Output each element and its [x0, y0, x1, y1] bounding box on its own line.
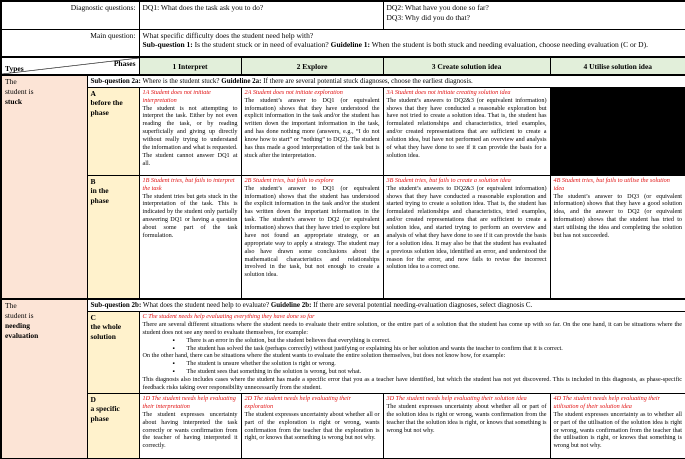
main-question-text: What specific difficulty does the student need help with?: [142, 30, 314, 40]
phase-header-interpret: 1 Interpret: [139, 57, 241, 75]
dq1-cell: [139, 1, 383, 29]
diagnostic-questions-row: [1, 1, 685, 29]
bullet-icon: ▪: [172, 368, 175, 376]
phase-header-explore: 2 Explore: [241, 57, 383, 75]
cell-1d: [139, 394, 241, 459]
sub-question-2b-text: What does the student need help to evaluate?: [141, 301, 271, 310]
sub-question-2b-cell: [87, 299, 685, 311]
row-a-before-the-phase: [1, 87, 685, 175]
cell-4b-body: The student’s answer to DQ3 (or equivalent information) shows that they have a good solution idea, and the answer to DQ2 (or equivalent information) shows that the student has tried to start utilising the idea and completing the solution but has not succeeded.: [553, 192, 683, 239]
main-question-cell: [139, 29, 685, 57]
row-label-d: [87, 394, 139, 459]
cell-4a-blacked-out: [550, 87, 685, 175]
cell-2b-title: 2B Student tries, but fails to explore: [244, 176, 334, 184]
row-a-letter: A: [90, 88, 96, 98]
phases-types-corner-cell: [1, 57, 139, 75]
cell-2d: [241, 394, 383, 459]
cell-3a-body: The student’s answers to DQ2&3 (or equivalent information) shows that they have conducted a reasonable exploration but have not tried to create a solution idea. That is, the student has formulated relationships and characteristics, tried examples, and/or created representations that are sufficient to create a solution idea, but have not performed an overview and analysis of what they have done to see if it can provide the basis for a solution idea.: [386, 96, 547, 159]
diagnostic-questions-label: Diagnostic questions:: [1, 1, 139, 29]
type-needing-line1: The: [5, 301, 17, 311]
cell-4d: [550, 394, 685, 459]
cell-3d-body: The student expresses uncertainty about whether all or part of the solution idea is right or wrong, wants confirmation from the teacher that the solution idea is right, or knows that something is wrong but not why.: [386, 402, 547, 434]
cell-1b-title: 1B Student tries, but fails to interpret the task: [142, 176, 235, 192]
guideline-2b-label: Guideline 2b:: [270, 301, 312, 310]
row-c-letter: C: [90, 313, 96, 322]
cell-1a-body: The student is not attempting to interpret the task. Either by not even reading the task, or by reading superficially and giving up directly without really trying to understand the information and what is requested. The student cannot answer DQ1 at all.: [142, 104, 238, 167]
row-label-c: [87, 312, 139, 394]
type-stuck-keyword: stuck: [5, 96, 23, 106]
cell-2d-body: The student expresses uncertainty about whether all or part of the exploration is right or wrong, wants confirmation from the teacher that the exploration is right, or knows that something is wrong but not why.: [244, 410, 380, 442]
cell-3a-title: 3A Student does not initiate creating solution idea: [386, 88, 511, 96]
bullet-icon: ▪: [172, 336, 175, 344]
main-question-label: Main question:: [1, 29, 139, 57]
sub-question-2b-row: [1, 299, 685, 311]
sub-question-2a-text: Where is the student stuck?: [140, 77, 222, 85]
dq1-text: DQ1: What does the task ask you to do?: [142, 3, 264, 12]
sub-question-1-line: [143, 40, 683, 50]
row-d-specific-phase: [1, 394, 685, 459]
sub-question-1-label: Sub-question 1:: [142, 40, 193, 50]
cell-c-bullet-1: ▪ There is an error in the solution, but the student believes that everything is correct.: [143, 337, 683, 345]
bullet-icon: ▪: [172, 344, 175, 352]
row-d-letter: D: [90, 395, 96, 404]
cell-c-paragraph-3: This diagnosis also includes cases where the student has made a specific error that you as a teacher have identified, but which the student has not yet discovered. This is included in this diagnosis, as phase-specific feedback risks taking over responsibility unnecessarily from the student.: [142, 376, 683, 391]
cell-1b: [139, 175, 241, 299]
corner-types-label: Types: [5, 64, 24, 73]
sub-question-2a-row: [1, 75, 685, 87]
sub-question-2a-label: Sub-question 2a:: [90, 77, 141, 85]
cell-c-bullet-2: ▪ The student has solved the task (perhaps correctly) without justifying or explaining his or her solution and wants the teacher to confirm that it is correct.: [143, 345, 683, 353]
type-needing-evaluation-cell: [1, 299, 87, 458]
guideline-1-label: Guideline 1:: [330, 40, 371, 50]
cell-4d-title: 4D The student needs help evaluating their utilisation of their solution idea: [553, 395, 661, 410]
cell-c: [139, 312, 685, 394]
row-label-b: [87, 175, 139, 299]
main-question-row: [1, 29, 685, 57]
sub-question-2b-label: Sub-question 2b:: [90, 301, 142, 310]
cell-1d-title: 1D The student needs help evaluating their interpretation: [142, 395, 236, 410]
row-c-whole-solution: [1, 312, 685, 394]
cell-1a: [139, 87, 241, 175]
phases-header-row: [1, 57, 685, 75]
cell-3b-body: The student’s answers to DQ2&3 (or equivalent information) shows that they have conducted a reasonable exploration and started trying to create a solution idea. That is, the student has formulated relationships and characteristics, tried examples, and/or created representations that are sufficient to create a solution idea, and started trying to perform an overview and analysis of what they have done to see if it can provide the basis for a solution idea. It may also be that the student has evaluated a previous solution idea, identified an error, and understood the reason for the error, and now fails to revise the incorrect solution idea to a correct one.: [386, 184, 547, 271]
cell-c-title: C The student needs help evaluating everything they have done so far: [142, 313, 315, 320]
type-stuck-line2: student is: [5, 86, 34, 96]
row-b-desc: in the phase: [90, 186, 109, 205]
cell-2a-body: The student’s answer to DQ1 (or equivalent information) shows that they have understood the explicit information in the task and/or the student has written down the important information in the task, and has done nothing more (answers, e.g., “I do not know how to start” or “nothing” to DQ2). The student has thus made a good interpretation of the task but is stuck after the interpretation.: [244, 96, 380, 159]
row-a-desc: before the phase: [90, 98, 123, 117]
phase-header-utilise-solution-idea: 4 Utilise solution idea: [550, 57, 685, 75]
cell-2b-body: The student’s answer to DQ1 (or equivalent information) shows that the student has understood the explicit information in the task and/or the student has written down the important information in the task. The student’s answer to DQ2 (or equivalent information) shows that they have tried to explore but have not found an appropriate strategy, or an appropriate way to apply a strategy. The student may also have drawn some conclusions about the mathematical characteristics and relationships involved in the task, but not enough to create a solution idea.: [244, 184, 380, 279]
sub-question-2a-cell: [87, 75, 685, 87]
cell-4b-title: 4B Student tries, but fails to utilise the solution idea: [553, 176, 670, 192]
cell-3d-title: 3D The student needs help evaluating their solution idea: [386, 395, 527, 402]
guideline-2b-text: If there are several potential needing-evaluation diagnoses, select diagnosis C.: [311, 301, 533, 310]
cell-3b-title: 3B Student tries, but fails to create a solution idea: [386, 176, 511, 184]
sub-question-1-text: Is the student stuck or in need of evaluation?: [192, 40, 331, 50]
row-b-letter: B: [90, 176, 96, 186]
row-c-desc: the whole solution: [90, 322, 122, 341]
cell-1a-title: 1A Student does not initiate interpretation: [142, 88, 211, 104]
cell-1b-body: The student tries but gets stuck in the interpretation of the task. This is indicated by the student only partially answering DQ1 or having a question about some part of the task formulation.: [142, 192, 238, 239]
bullet-icon: ▪: [172, 360, 175, 368]
dq2-dq3-cell: [383, 1, 685, 29]
dq2-text: DQ2: What have you done so far?: [386, 3, 489, 12]
cell-4d-body: The student expresses uncertainty as to whether all or part of the utilisation of the solution idea is right or wrong, wants confirmation from the teacher that the utilisation is right, or knows that something is wrong but not why.: [553, 410, 683, 450]
guideline-2a-label: Guideline 2a:: [221, 77, 262, 85]
cell-4b: [550, 175, 685, 299]
cell-c-paragraph-2: On the other hand, there can be situations where the student wants to evaluate the entire solution themselves, but does not know how, for example:: [142, 352, 506, 360]
cell-3d: [383, 394, 550, 459]
dq3-text: DQ3: Why did you do that?: [386, 12, 470, 22]
cell-1d-body: The student expresses uncertainty about having interpreted the task correctly or wants confirmation from the teacher of having interpreted it correctly.: [142, 410, 238, 450]
type-needing-line2: student is: [5, 311, 34, 320]
type-stuck-cell: [1, 75, 87, 299]
corner-phases-label: Phases: [113, 59, 136, 68]
cell-3a: [383, 87, 550, 175]
cell-2d-title: 2D The student needs help evaluating their exploration: [244, 395, 352, 410]
cell-3b: [383, 175, 550, 299]
row-b-in-the-phase: [1, 175, 685, 299]
type-needing-keyword: needing evaluation: [5, 320, 39, 340]
guideline-1-text: When the student is both stuck and needing evaluation, choose needing evaluation (C or D).: [370, 40, 648, 50]
cell-2b: [241, 175, 383, 299]
row-label-a: [87, 87, 139, 175]
cell-c-bullet-3: ▪ The student is unsure whether the solution is right or wrong.: [143, 360, 683, 368]
phase-header-create-solution-idea: 3 Create solution idea: [383, 57, 550, 75]
row-d-desc: a specific phase: [90, 404, 120, 423]
guideline-2a-text: If there are several potential stuck diagnoses, choose the earliest diagnosis.: [261, 77, 473, 85]
cell-c-paragraph-1: There are several different situations where the student needs to evaluate their entire solution, or the entire part of a solution that the student has come up with so far. On the one hand, it can be situations where the student does not see any need to evaluate themselves, for example:: [142, 320, 683, 336]
type-stuck-line1: The: [5, 77, 17, 86]
cell-2a-title: 2A Student does not initiate exploration: [244, 88, 343, 96]
cell-2a: [241, 87, 383, 175]
cell-c-bullet-4: ▪ The student sees that something in the solution is wrong, but not what.: [143, 368, 683, 376]
